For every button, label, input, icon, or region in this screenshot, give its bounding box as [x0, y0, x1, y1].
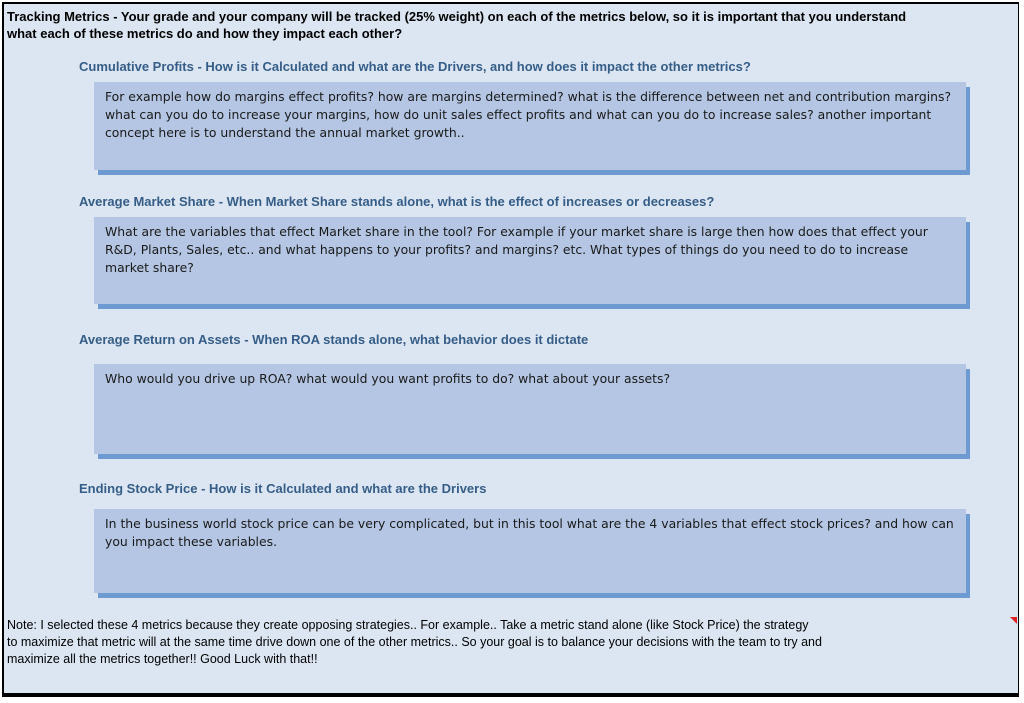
tracking-metrics-header: Tracking Metrics - Your grade and your company will be tracked (25% weight) on each of the metrics below, so it is important that you understand what each of these metrics do and how they impact each other? — [7, 9, 907, 41]
text-box-ending-stock-price[interactable] — [94, 509, 966, 593]
text-box-average-market-share[interactable] — [94, 217, 966, 304]
section-title-average-market-share: Average Market Share - When Market Share stands alone, what is the effect of increases or decreases? — [79, 194, 715, 209]
section-title-ending-stock-price: Ending Stock Price - How is it Calculated and what are the Drivers — [79, 481, 487, 496]
note-text — [7, 617, 907, 668]
text-box-content: For example how do margins effect profits? how are margins determined? what is the difference between net and contribution margins? what can you do to increase your margins, how do unit sales effect profits and what can you do to increase sales? another important concept here is to understand the annual market growth.. — [105, 89, 952, 140]
text-box-content: Who would you drive up ROA? what would you want profits to do? what about your assets? — [105, 371, 671, 386]
section-title-average-roa: Average Return on Assets - When ROA stands alone, what behavior does it dictate — [79, 332, 589, 347]
text-box-cumulative-profits[interactable] — [94, 82, 966, 170]
note-line: maximize all the metrics together!! Good Luck with that!! — [7, 652, 318, 666]
text-box-content: What are the variables that effect Market share in the tool? For example if your market share is large then how does that effect your R&D, Plants, Sales, etc.. and what happens to your profits? and margins? etc. What types of things do you need to do to increase market share? — [105, 224, 928, 275]
text-box-average-roa[interactable] — [94, 364, 966, 454]
note-line: Note: I selected these 4 metrics because they create opposing strategies.. For example.. Take a metric stand alone (like Stock Price) the strategy — [7, 618, 809, 632]
text-box-content: In the business world stock price can be very complicated, but in this tool what are the 4 variables that effect stock prices? and how can you impact these variables. — [105, 516, 954, 549]
comment-indicator-icon[interactable] — [1010, 617, 1017, 624]
spreadsheet-sheet — [2, 2, 1019, 697]
section-title-cumulative-profits: Cumulative Profits - How is it Calculated and what are the Drivers, and how does it impact the other metrics? — [79, 59, 751, 74]
note-line: to maximize that metric will at the same time drive down one of the other metrics.. So your goal is to balance your decisions with the team to try and — [7, 635, 822, 649]
